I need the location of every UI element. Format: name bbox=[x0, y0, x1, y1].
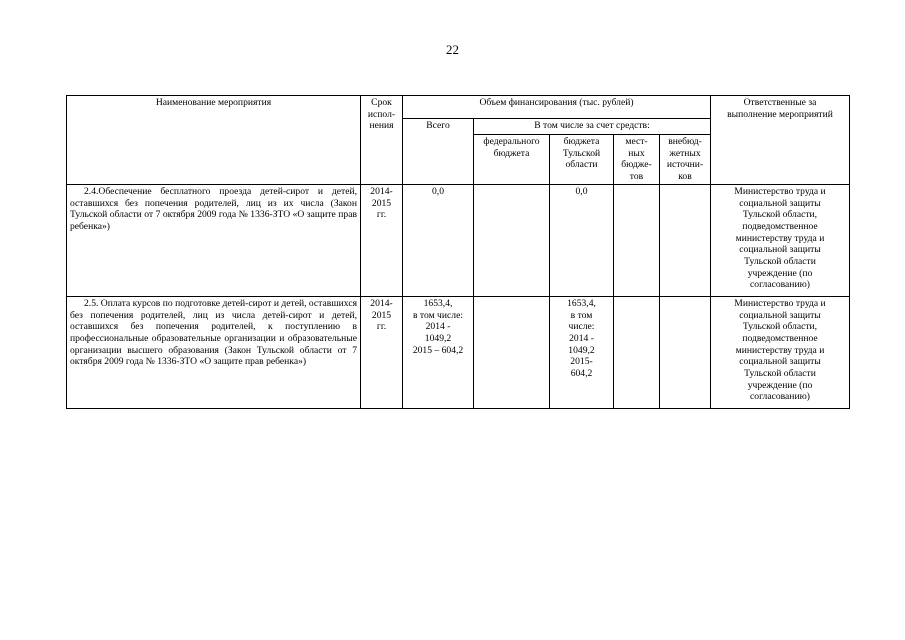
row-total-line: 1049,2 bbox=[424, 332, 452, 344]
header-federal-line: федерального bbox=[483, 136, 540, 147]
header-local-line: мест- bbox=[625, 136, 648, 147]
row-responsible-line: социальной защиты bbox=[739, 356, 821, 368]
header-term-line: Срок bbox=[371, 97, 392, 108]
row-regional bbox=[550, 184, 614, 296]
page-number: 22 bbox=[446, 42, 459, 57]
row-total-line: 2014 - bbox=[425, 321, 451, 333]
header-regional-line: области bbox=[565, 159, 598, 171]
row-responsible-line: социальной защиты bbox=[739, 197, 821, 209]
header-term-line: испол- bbox=[367, 108, 396, 120]
row-local bbox=[614, 296, 660, 408]
header-regional-line: Тульской bbox=[562, 147, 601, 159]
row-total-line: 1653,4, bbox=[423, 297, 453, 309]
row-responsible-line: учреждение (по bbox=[747, 379, 813, 391]
row-federal bbox=[474, 184, 550, 296]
header-responsible bbox=[711, 96, 850, 185]
header-regional bbox=[550, 135, 614, 185]
row-federal bbox=[474, 296, 550, 408]
row-term bbox=[361, 296, 403, 408]
row-name: 2.5. Оплата курсов по подготовке детей-сирот и детей, оставшихся без попечения родителей, лиц из числа детей-сирот и детей, оставшихся без попечения родителей, к поступлению в профессиональные образовательные организации и образовательные организации высшего образования (Закон Тульской области от 7 октября 2009 года № 1336-ЗТО «О защите прав ребенка») bbox=[67, 296, 361, 408]
row-responsible-line: учреждение (по bbox=[747, 267, 813, 279]
header-local-line: тов bbox=[629, 171, 644, 183]
table-row bbox=[67, 184, 850, 296]
header-name: Наименование мероприятия bbox=[67, 96, 361, 185]
row-term-line: 2014- bbox=[370, 185, 393, 197]
row-local bbox=[614, 184, 660, 296]
row-offbudget bbox=[660, 296, 711, 408]
header-offbudget-line: источни- bbox=[666, 159, 704, 171]
row-term-line: 2015 bbox=[371, 309, 392, 321]
row-total-line: 2015 – 604,2 bbox=[412, 344, 464, 356]
header-federal bbox=[474, 135, 550, 185]
row-regional-line: 2015- bbox=[570, 356, 593, 368]
row-responsible-line: министерству труда и bbox=[735, 232, 825, 244]
row-regional-line: 2014 - bbox=[569, 332, 594, 344]
row-term-line: 2014- bbox=[370, 297, 393, 309]
header-regional-line: бюджета bbox=[563, 136, 600, 147]
row-total-line: в том числе: bbox=[412, 309, 463, 321]
header-row-1 bbox=[67, 96, 850, 119]
table-row bbox=[67, 296, 850, 408]
header-financing: Объем финансирования (тыс. рублей) bbox=[403, 96, 711, 119]
row-regional-line: числе: bbox=[568, 321, 595, 333]
row-term-line: гг. bbox=[376, 321, 387, 333]
row-term bbox=[361, 184, 403, 296]
header-local-line: бюдже- bbox=[621, 159, 652, 171]
row-responsible bbox=[711, 296, 850, 408]
row-responsible-line: согласованию) bbox=[750, 279, 810, 291]
row-term-line: 2015 bbox=[371, 197, 392, 209]
row-responsible-line: министерству труда и bbox=[735, 344, 825, 356]
row-responsible-line: социальной защиты bbox=[739, 309, 821, 321]
row-responsible-line: подведомственное bbox=[742, 220, 818, 232]
header-federal-line: бюджета bbox=[493, 147, 530, 159]
row-responsible-line: согласованию) bbox=[750, 391, 810, 403]
row-offbudget bbox=[660, 184, 711, 296]
header-offbudget bbox=[660, 135, 711, 185]
row-regional-line: 1049,2 bbox=[568, 344, 595, 356]
row-responsible bbox=[711, 184, 850, 296]
header-responsible-line: выполнение мероприятий bbox=[727, 108, 833, 120]
row-responsible-line: Тульской области bbox=[744, 256, 816, 268]
row-regional-line: 604,2 bbox=[570, 368, 593, 380]
row-total bbox=[403, 184, 474, 296]
header-local bbox=[614, 135, 660, 185]
row-regional-line: в том bbox=[570, 309, 593, 321]
row-total-line: 0,0 bbox=[432, 185, 444, 197]
row-regional-line: 0,0 bbox=[575, 185, 588, 197]
header-term bbox=[361, 96, 403, 185]
row-responsible-line: Тульской области, bbox=[742, 209, 818, 221]
header-offbudget-line: внебюд- bbox=[668, 136, 702, 147]
header-offbudget-line: ков bbox=[678, 171, 692, 183]
row-responsible-line: Тульской области, bbox=[742, 321, 818, 333]
header-local-line: ных bbox=[628, 147, 645, 159]
row-name: 2.4.Обеспечение бесплатного проезда детей-сирот и детей, оставшихся без попечения родителей, лиц из их числа (Закон Тульской области от 7 октября 2009 года № 1336-ЗТО «О защите прав ребенка») bbox=[67, 184, 361, 296]
row-responsible-line: Министерство труда и bbox=[734, 297, 826, 309]
row-responsible-line: социальной защиты bbox=[739, 244, 821, 256]
header-term-line: нения bbox=[369, 120, 394, 132]
row-responsible-line: Тульской области bbox=[744, 368, 816, 380]
row-responsible-line: Министерство труда и bbox=[734, 185, 826, 197]
row-total bbox=[403, 296, 474, 408]
financing-table bbox=[66, 95, 850, 409]
header-responsible-line: Ответственные за bbox=[743, 97, 817, 108]
header-including: В том числе за счет средств: bbox=[474, 119, 711, 135]
row-term-line: гг. bbox=[376, 209, 387, 221]
header-offbudget-line: жетных bbox=[669, 147, 701, 159]
row-regional-line: 1653,4, bbox=[567, 297, 596, 309]
header-total: Всего bbox=[403, 119, 474, 185]
row-responsible-line: подведомственное bbox=[742, 332, 818, 344]
row-regional bbox=[550, 296, 614, 408]
